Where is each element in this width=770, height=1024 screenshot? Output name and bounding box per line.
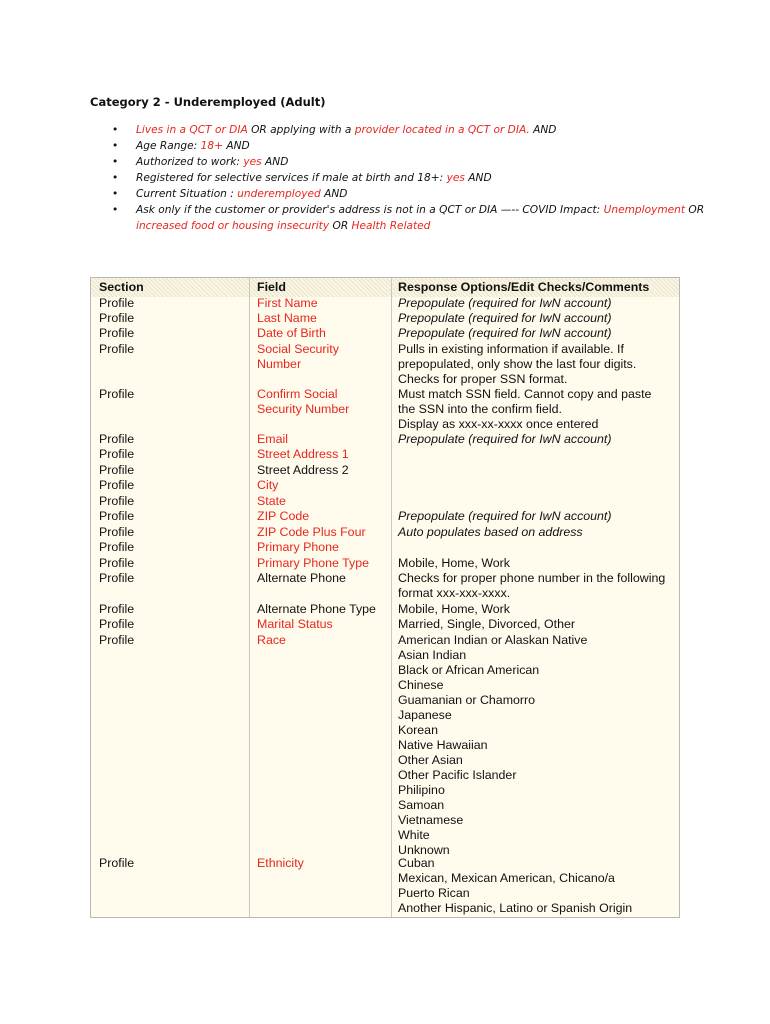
section-cell: Profile	[99, 525, 135, 539]
criteria-item	[110, 170, 710, 186]
section-cell: Profile	[99, 540, 135, 554]
criteria-text: Registered for selective services if male at birth and 18+:	[136, 172, 447, 184]
criteria-item	[110, 186, 710, 202]
criteria-item	[110, 138, 710, 154]
criteria-text: Authorized to work:	[136, 156, 244, 168]
criteria-text: AND	[529, 124, 557, 136]
criteria-text: provider located in a QCT or DIA.	[354, 124, 530, 136]
field-cell: Primary Phone Type	[257, 556, 370, 570]
field-cell: Street Address 2	[257, 463, 349, 477]
criteria-text: increased food or housing insecurity	[136, 220, 330, 232]
criteria-list	[110, 122, 710, 234]
section-cell: Profile	[99, 509, 135, 523]
criteria-text: OR applying with a	[247, 124, 355, 136]
fields-table	[90, 277, 680, 918]
field-cell: City	[257, 478, 279, 492]
criteria-text: 18+	[200, 140, 223, 152]
response-cell: Auto populates based on address	[398, 525, 583, 539]
field-cell: State	[257, 494, 286, 508]
section-cell: Profile	[99, 602, 135, 616]
section-cell: Profile	[99, 633, 135, 647]
response-cell: Prepopulate (required for IwN account)	[398, 432, 612, 446]
section-cell: Profile	[99, 432, 135, 446]
section-cell: Profile	[99, 463, 135, 477]
field-cell: Street Address 1	[257, 447, 349, 461]
field-cell: Social Security Number	[257, 342, 339, 371]
header-response: Response Options/Edit Checks/Comments	[398, 280, 650, 294]
response-cell: Pulls in existing information if available. If prepopulated, only show the last four digits. Checks for proper SSN format.	[398, 342, 637, 386]
column-divider	[391, 278, 392, 917]
category-heading: Category 2 - Underemployed (Adult)	[90, 95, 326, 109]
section-cell: Profile	[99, 478, 135, 492]
section-cell: Profile	[99, 571, 135, 585]
criteria-item	[110, 122, 710, 138]
criteria-text: AND	[320, 188, 348, 200]
response-cell: Prepopulate (required for IwN account)	[398, 311, 612, 325]
criteria-text: Unemployment	[603, 204, 686, 216]
response-cell: Married, Single, Divorced, Other	[398, 617, 575, 631]
criteria-text: Lives in a QCT or DIA	[136, 124, 248, 136]
section-cell: Profile	[99, 387, 135, 401]
criteria-text: OR	[329, 220, 352, 232]
header-section: Section	[99, 280, 144, 294]
field-cell: ZIP Code Plus Four	[257, 525, 366, 539]
section-cell: Profile	[99, 342, 135, 356]
field-cell: Marital Status	[257, 617, 333, 631]
response-cell: Mobile, Home, Work	[398, 556, 511, 570]
criteria-text: yes	[243, 156, 262, 168]
section-cell: Profile	[99, 296, 135, 310]
field-cell: Race	[257, 633, 286, 647]
field-cell: Ethnicity	[257, 856, 304, 870]
response-cell: Mobile, Home, Work	[398, 602, 511, 616]
criteria-item	[110, 202, 710, 234]
response-cell: Must match SSN field. Cannot copy and paste the SSN into the confirm field. Display as xxx-xx-xxxx once entered	[398, 387, 652, 431]
section-cell: Profile	[99, 326, 135, 340]
criteria-text: Age Range:	[136, 140, 201, 152]
criteria-text: AND	[261, 156, 289, 168]
section-cell: Profile	[99, 311, 135, 325]
criteria-text: Current Situation :	[136, 188, 238, 200]
section-cell: Profile	[99, 494, 135, 508]
criteria-text: underemployed	[237, 188, 321, 200]
response-cell: Checks for proper phone number in the following format xxx-xxx-xxxx.	[398, 571, 666, 600]
criteria-text: Ask only if the customer or provider's address is not in a QCT or DIA —-- COVID Impact:	[136, 204, 604, 216]
field-cell: Alternate Phone	[257, 571, 346, 585]
field-cell: Primary Phone	[257, 540, 339, 554]
response-cell: American Indian or Alaskan Native Asian Indian Black or African American Chinese Guamanian or Chamorro Japanese Korean Native Hawaiian Other Asian Other Pacific Islander Philipino Samoan Vietnamese White Unknown	[398, 633, 588, 857]
criteria-text: AND	[464, 172, 492, 184]
section-cell: Profile	[99, 856, 135, 870]
field-cell: Last Name	[257, 311, 317, 325]
section-cell: Profile	[99, 447, 135, 461]
field-cell: Alternate Phone Type	[257, 602, 376, 616]
section-cell: Profile	[99, 617, 135, 631]
criteria-text: OR	[685, 204, 705, 216]
column-divider	[249, 278, 250, 917]
header-field: Field	[257, 280, 286, 294]
response-cell: Cuban Mexican, Mexican American, Chicano/a Puerto Rican Another Hispanic, Latino or Spanish Origin	[398, 856, 633, 915]
response-cell: Prepopulate (required for IwN account)	[398, 296, 612, 310]
criteria-text: AND	[222, 140, 250, 152]
criteria-text: yes	[446, 172, 465, 184]
field-cell: Email	[257, 432, 288, 446]
field-cell: ZIP Code	[257, 509, 310, 523]
field-cell: Confirm Social Security Number	[257, 387, 350, 416]
criteria-item	[110, 154, 710, 170]
field-cell: Date of Birth	[257, 326, 326, 340]
criteria-text: Health Related	[351, 220, 431, 232]
field-cell: First Name	[257, 296, 318, 310]
response-cell: Prepopulate (required for IwN account)	[398, 509, 612, 523]
section-cell: Profile	[99, 556, 135, 570]
response-cell: Prepopulate (required for IwN account)	[398, 326, 612, 340]
